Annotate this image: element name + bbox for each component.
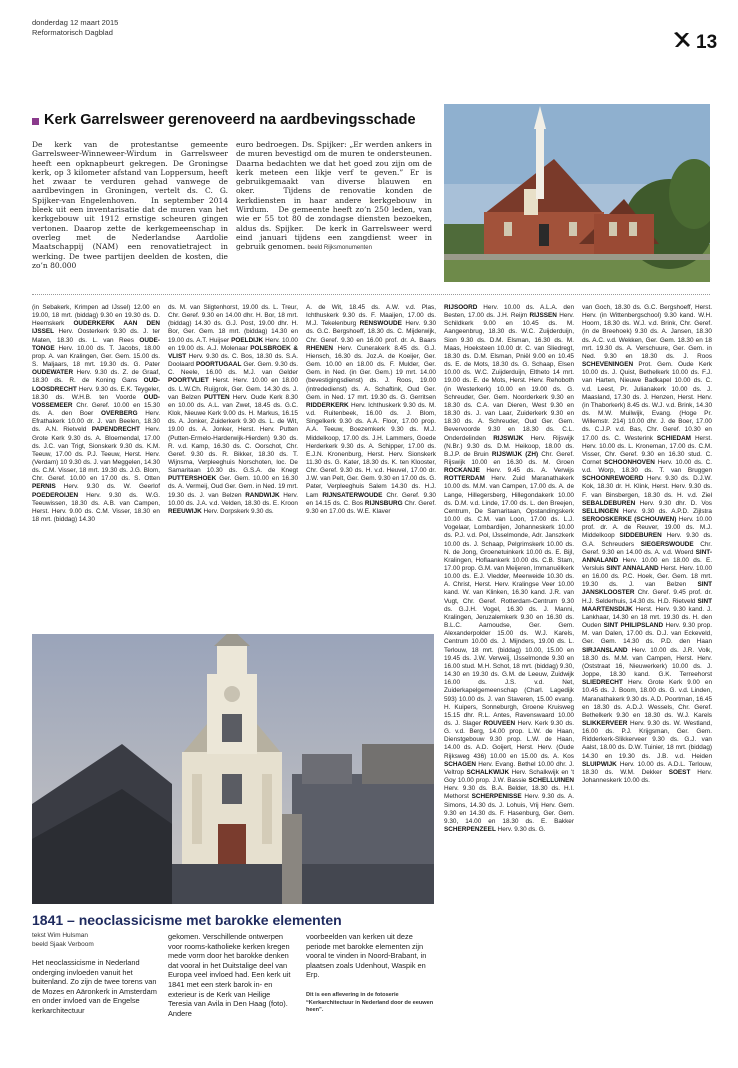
church-garrelsweer-photo	[444, 104, 710, 282]
article-column-1: De kerk van de protestantse gemeente Garrelsweer-Winneweer-Wirdum in Garrelsweer heeft een opknapbeurt gekregen. De Groningse kerk, op 3 kilometer afstand van Loppersum, heeft het zwaar te verduren gehad vanwege de aardbevingen in Groningen, vertelt ds. C. G. Spijker-van Engelenhoven. In september 2014 bleek uit een inventarisatie dat de muren van het kerkgebouw uit 1912 ernstige scheuren gingen vertonen. Daarop zette de kerkgemeenschap in overleg met de Nederlandse Aardolie Maatschappij (NAM) een renovatietraject in werking. De twee partijen deelden de kosten, die zo’n 80.000	[32, 140, 228, 270]
place-name: SLIKKERVEER	[582, 719, 628, 727]
place-name: SCHIEDAM	[656, 434, 692, 442]
listings-column-2	[168, 304, 298, 516]
listings-column-3	[306, 304, 436, 516]
place-name: RIJSOORD	[444, 304, 478, 311]
listings-column-4	[444, 304, 574, 834]
listings-text: (in Sebakerk, Krimpen ad IJssel) 12.00 en 19.00, 18 mrt. (biddag) 9.30 en 19.30 ds. D. Heemskerk OUDERKERK AAN DEN IJSSEL Herv. Oosterkerk 9.30 ds. J. ter Maten, 18.30 ds. L. van Rees OUDE-TONGE Herv. 10.00 ds. T. Jacobs, 18.00 prop. A. van Kralingen, Ger. Gem. 15.00 ds. S. Maljaars, 18 mrt. 19.30 ds. G. Pater OUDEWATER Herv. 9.30 ds. Z. de Graaf, 18.30 ds. R. de Koning Gans OUD-LOOSDRECHT Herv. 9.30 ds. E.K. Teygeler, 18.30 ds. W.H.B. ten Voorde OUD-VOSSEMEER Chr. Geref. 10.00 en 15.30 ds. A. den Boer OVERBERG Herv. Efrathakerk 10.00 dr. J. van Beelen, 18.30 ds. A.N. Rietveld PAPENDRECHT Herv. Grote Kerk 9.30 ds. A. Bloemendal, 17.00 ds. J.C. van Trigt, Sionskerk 9.30 ds. K.M. Teeuw, 17.00 ds. P.J. Teeuw, Herst. Herv. (Verdam) 10 9.30 ds. J. van Meggelen, 14.30 ds. C.M. Visser, 18 mrt. 19.30 ds. J.G. Blom, Chr. Geref. 10.00 en 17.00 ds. S. Otten PERNIS Herv. 9.30 ds. W. Geerlof POEDEROIJEN Herv. 9.30 ds. W.G. Teeuwissen, 18.30 ds. A.B. van Campen, Herst. Herv. 9.00 ds. C.M. Visser, 18.30 en 18 mrt. (biddag) 14.30	[32, 304, 161, 524]
place-name: SEROOSKERKE (SCHOUWEN)	[582, 516, 677, 524]
article-column-2-text: euro bedroegen. Ds. Spijker: „Er werden ankers in de muren bevestigd om de muren te ondersteunen. Daarna bedachten we dat het goed zou zijn om de kerk meteen een likje verf te geven.” Er is gebruikgemaakt van diverse blauwen en oker. Tijdens de renovatie konden de kerkdiensten in haar andere kerkgebouw in Wirdum. De gemeente heeft zo’n 250 leden, van wie er 55 tot 80 de zondagse diensten bezoeken, aldus ds. Spijker. De kerk in Garrelsweer werd eind januari tijdens een zangdienst weer in gebruik genomen.	[236, 140, 432, 252]
header-date	[32, 18, 118, 38]
place-name: ROCKANJE	[444, 467, 480, 475]
place-name: RHENEN	[306, 344, 333, 352]
place-name: ROTTERDAM	[444, 475, 485, 483]
issue-date: donderdag 12 maart 2015	[32, 18, 119, 27]
place-name: OVERBERG	[100, 410, 138, 418]
place-name: RIJNSATERWOUDE	[322, 491, 383, 499]
feature-title: 1841 – neoclassicisme met barokke elementen	[32, 912, 342, 928]
place-name: SEBALDEBUREN	[582, 499, 636, 507]
place-name: RANDWIJK	[245, 491, 280, 499]
place-name: SCHELLUINEN	[528, 777, 574, 785]
place-name: RIJSWIJK	[493, 434, 524, 442]
place-name: POELDIJK	[231, 336, 264, 344]
place-name: PUTTERSHOEK	[168, 475, 217, 483]
article-column-2	[236, 140, 432, 254]
place-name: SIEGERSWOUDE	[640, 540, 694, 548]
place-name: SCHERPENZEEL	[444, 826, 496, 833]
church-teresia-photo	[32, 634, 434, 904]
place-name: SELLINGEN	[582, 507, 619, 515]
place-name: SINT PHILIPSLAND	[603, 622, 664, 630]
place-name: SCHERPENISSE	[471, 793, 522, 801]
section-divider	[32, 294, 710, 295]
place-name: RIJSSEN	[529, 312, 557, 320]
place-name: POEDEROIJEN	[32, 491, 79, 499]
listings-text: RIJSOORD Herv. 10.00 ds. A.L.A. den Besten, 17.00 ds. J.H. Reijm RIJSSEN Herv. Schildkerk 9.00 en 10.45 ds. M. Aangeenbrug, 18.30 ds. W.C. Zuijderduijn, Sion 9.30 ds. D.M. Elsman, 16.30 ds. M. Maas, Hoeksteen 10.00 dr. C. van Sliedregt, 18.30 ds. D.M. Elsman, Pniël 9.00 en 10.45 ds. E. de Mots, 18.30 ds. G. Schaap, Elsen 10.00 ds. W.C. Zuijderduijn, Eltheto 14 mrt. 19.00 ds. E. de Mots, Herst. Herv. Rehoboth (in Westerkerk) 10.00 en 19.00 ds. G. Schreuder, Ger. Gem. Noorderkerk 9.30 en 18.30 ds. C.A. van Dieren, West 9.30 en 18.30 ds. J. van Laar, Zuiderkerk 9.30 en 18.30 ds. A. Schreuder, Oud Ger. Gem. Bevervoorde 9.30 en 18.30 ds. C.L. Onderdelinden RIJSWIJK Herv. Rijswijk (N.Br.) 9.30 ds. D.M. Heikoop, 18.00 ds. B.J.P. de Bruin RIJSWIJK (ZH) Chr. Geref. Rijswijk 10.00 en 16.30 ds. M. Groen ROCKANJE Herv. 9.45 ds. A. Verwijs ROTTERDAM Herv. Zuid Maranathakerk 10.00 ds. M.M. van Campen, 17.00 ds. A. de Lange, Hillegersberg, Hillegondakerk 10.00 ds. D.M. v.d. Linde, 17.00 ds. L. den Breejen, Centrum, De Samaritaan, Opstandingskerk 10.00 ds. C.M. van Loon, 17.00 ds. L.J. Vogelaar, Lombardijen, Johanneskerk 10.00 ds. P.J. v.d. Pol, IJsselmonde, Adr. Janszkerk 10.00 ds. J. Schaap, Pelgrimskerk 10.00 ds. N. de Jong, Groenetuinkerk 10.00 ds. E. Bijl, Kralingen, Hoflaankerk 10.00 ds. C.B. Stam, 17.00 prop. G.M. van Meijeren, Immanuëlkerk 10.00 ds. E.J. Vledder, Meerweide 10.30 ds. A. Christ, Herst. Herv. Kralingse Veer 10.00 kand. W. van Klinken, 16.30 kand. J.R. van Vugt, Chr. Geref. Rotterdam-Centrum 9.30 ds. G.J.H. Vogel, 16.30 ds. J. Manni, Kralingen, Jeruzalemkerk 9.30 en 16.30 ds. B.L.C. Aarnoudse, Ger. Gem. Alexanderpolder 15.00 ds. W.J. Karels, Centrum 10.00 ds. J. Mijnders, 19.00 ds. L. Terlouw, 18 mrt. (biddag) 10.00, 15.00 en 19.45 ds. J.W. Verweij, IJsselmonde 9.30 en 16.00 stud. M.H. Schot, 18 mrt. (biddag) 9.30, 14.30 en 19.30 ds. G.M. de Leeuw, Zuidwijk 16.00 ds. J.S. v.d. Net, Zuiderkapelgemeenschap (Charl. Lagedijk 593) 10.00 ds. J. van Staveren, 15.00 evang. H. Kuipers, Sonneburgh, Groene Kruisweg 15.15 dhr. R.L. Antes, Ravenswaard 10.00 ds. J. Slager ROUVEEN Herv. Kerk 9.30 ds. G. v.d. Berg, 14.00 prop. L.W. de Haan, Dienstgebouw 9.30 prop. L.W. de Haan, 14.00 ds. A.D. Goijert, Herst. Herv. (Oude Rijksweg 436) 10.00 en 15.00 ds. A. Kos SCHAGEN Herv. Evang. Bethel 10.00 dhr. J. Veltrop SCHALKWIJK Herv. Schalkwijk en 't Goy 10.00 prop. J.W. Bassie SCHELLUINEN Herv. 9.30 ds. B.A. Belder, 18.30 ds. H.I. Methorst SCHERPENISSE Herv. 9.30 ds. A. Simons, 14.30 ds. J. Lohuis, Vrij Herv. Gem. 9.30 en 14.30 ds. F. Hasenburg, Ger. Gem. 9.30, 14.00 en 18.30 ds. E. Bakker SCHERPENZEEL Herv. 9.30 ds. G.	[444, 304, 575, 833]
credit-photo: beeld Sjaak Verboom	[32, 940, 94, 948]
place-name: SIDDEBUREN	[619, 532, 662, 540]
place-name: RIDDERKERK	[306, 401, 349, 409]
place-name: OUDERKERK AAN DEN IJSSEL	[32, 320, 160, 336]
place-name: OUDEWATER	[32, 369, 74, 377]
page-number: 13	[696, 32, 718, 53]
feature-column-1: Het neoclassicisme in Nederland onderging invloeden vanuit het buitenland. Zo zijn de twee torens van de Mozes en Aäronkerk in Amsterdam en onder invloed van de Engelse kerkarchitectuur	[32, 958, 157, 1015]
place-name: SCHOONHOVEN	[604, 458, 655, 466]
place-name: PAPENDRECHT	[91, 426, 140, 434]
place-name: SCHEVENINGEN	[582, 361, 634, 369]
listings-column-1	[32, 304, 160, 524]
place-name: RIJNSBURG	[364, 499, 403, 507]
place-name: POLSBROEK & VLIST	[168, 344, 298, 360]
place-name: SOEST	[668, 768, 691, 776]
place-name: POORTUGAAL	[195, 361, 242, 369]
place-name: PERNIS	[32, 483, 56, 491]
place-name: ROUVEEN	[483, 719, 516, 727]
listings-column-5	[582, 304, 712, 785]
place-name: SINT-ANNALAND	[582, 548, 712, 564]
newspaper-name: Reformatorisch Dagblad	[32, 28, 113, 37]
place-name: PUTTEN	[204, 393, 230, 401]
photo-credit: beeld Rijksmonumenten	[307, 245, 372, 252]
place-name: SIRJANSLAND	[582, 646, 628, 654]
series-note: Dit is een aflevering in de fotoserie “Kerkarchitectuur in Nederland door de eeuwen heen”.	[306, 992, 434, 1013]
listings-text: ds. M. van Sligtenhorst, 19.00 ds. L. Treur, Chr. Geref. 9.30 en 14.00 dhr. H. Bor, 18 mrt. (biddag) 14.30 ds. G.J. Post, 19.00 dhr. H. Bor, Ger. Gem. 18 mrt. (biddag) 14.30 en 19.00 ds. A.T. Huijser POELDIJK Herv. 10.00 en 19.00 ds. A.J. Molenaar POLSBROEK & VLIST Herv. 9.30 ds. C. Bos, 18.30 ds. S.A. Doolaard POORTUGAAL Ger. Gem. 9.30 ds. C. Neele, 16.00 ds. M.J. van Gelder POORTVLIET Herst. Herv. 10.00 en 18.00 ds. L.W.Ch. Ruijgrok, Ger. Gem. 14.30 ds. J. van Belzen PUTTEN Herv. Oude Kerk 8.30 en 10.00 ds. A.L. van Zwet, 18.45 ds. G.C. Klok, Nieuwe Kerk 9.00 ds. H. Markus, 16.15 ds. A. Jonker, Zuiderkerk 9.30 ds. L. de Wit, 19.00 ds. A. Jonker, Herst. Herv. Putten (Putten-Ermelo-Harderwijk-Hierden) 9.30 ds. R. v.d. Kamp, 16.30 ds. C. Oorschot, Chr. Geref. 9.30 ds. R. Bikker, 18.30 ds. T. Wijnsma, Verpleeghuis Norschoten, loc. De Samaritaan 10.30 ds. G.S.A. de Knegt PUTTERSHOEK Ger. Gem. 10.00 en 16.30 ds. A. Vermeij, Oud Ger. Gem. in Ned. 19 mrt. 19.30 ds. J. van Belzen RANDWIJK Herv. 10.00 ds. J.A. v.d. Velden, 18.30 ds. E. Kroon REEUWIJK Herv. Dorpskerk 9.30 ds.	[168, 304, 299, 515]
place-name: RENSWOUDE	[359, 320, 402, 328]
place-name: SCHAGEN	[444, 760, 476, 768]
section-marker	[32, 118, 39, 125]
place-name: SCHOONREWOERD	[582, 475, 644, 483]
credit-text: tekst Wim Hulsman	[32, 932, 88, 939]
place-name: SINT JANSKLOOSTER	[582, 581, 712, 597]
feature-column-3: voorbeelden van kerken uit deze periode met barokke elementen zijn vooral te vinden in Noord-Brabant, in plaatsen zoals Udenhout, Waspik en Erp.	[306, 932, 427, 980]
place-name: POORTVLIET	[168, 377, 209, 385]
listings-text: van Goch, 18.30 ds. G.C. Bergshoeff, Herst. Herv. (in Wittenbergschool) 9.30 kand. W.H. Hoorn, 18.30 ds. W.J. v.d. Brink, Chr. Geref. (in de Breehoek) 9.30 ds. A. Jansen, 18.30 ds. A.C. v.d. Wekken, Ger. Gem. 18.30 en 18 mrt. 19.30 ds. A. Verschuure, Ger. Gem. in Ned. 9.30 en 18.30 ds. J. Roos SCHEVENINGEN Prot. Gem. Oude Kerk 10.00 ds. J. Quist, Bethelkerk 10.00 ds. F.J. van Harten, Nieuwe Badkapel 10.00 ds. C. v.d. Leest, Pr. Julianakerk 10.00 ds. J. Maasland, 17.30 ds. J. Henzen, Herst. Herv. (in Thaborkerk) 8.45 ds. W.J. v.d. Brink, 14.30 ds. M.W. Muilwijk, Evang. (Hoge Pr. Willemstr. 214) 10.00 dhr. J. de Boer, 17.00 ds. C.J.P. v.d. Bas, Chr. Geref. 10.30 en 17.00 ds. C. Westerink SCHIEDAM Herst. Herv. 10.00 ds. L. Kroneman, 17.00 ds. C.M. Visser, Chr. Geref. 9.30 en 16.30 stud. C. Cornet SCHOONHOVEN Herv. 10.00 ds. C. v.d. Worp, 18.30 ds. T. van Bruggen SCHOONREWOERD Herv. 9.30 ds. D.J.W. Kok, 18.30 dr. H. Klink, Herst. Herv. 9.30 ds. F. van Binsbergen, 18.30 ds. H. v.d. Ziel SEBALDEBUREN Herv. 9.30 dhr. D. Vos SELLINGEN Herv. 9.30 ds. A.P.D. Zijlstra SEROOSKERKE (SCHOUWEN) Herv. 10.00 prof. dr. A. de Reuver, 19.00 ds. M.J. Middelkoop SIDDEBUREN Herv. 9.30 ds. G.A. Schreuders SIEGERSWOUDE Chr. Geref. 9.30 en 14.00 ds. A. v.d. Woerd SINT-ANNALAND Herv. 10.00 en 18.00 ds. E. Versluis SINT ANNALAND Herst. Herv. 10.00 en 16.00 ds. P.C. Hoek, Ger. Gem. 18 mrt. 19.30 ds. J. van Belzen SINT JANSKLOOSTER Chr. Geref. 9.45 prof. dr. H.J. Selderhuis, 14.30 ds. H.D. Rietveld SINT MAARTENSDIJK Herst. Herv. 9.30 kand. J. Lankhaar, 14.30 en 18 mrt. 19.30 ds. H. den Ouden SINT PHILIPSLAND Herv. 9.30 prop. M. van Dalen, 17.00 ds. D.J. van Eckeveld, Ger. Gem. 14.30 ds. P.D. den Haan SIRJANSLAND Herv. 10.00 ds. J.R. Volk, 18.30 ds. M.M. van Campen, Herst. Herv. (Oststraat 16, Nieuwerkerk) 10.00 ds. J. Joppe, 18.30 kand. G.K. Terreehorst SLIEDRECHT Herv. Grote Kerk 9.00 en 10.45 ds. J. Boom, 18.00 ds. G. v.d. Linden, Maranathakerk 9.30 ds. A.D. Poortman, 16.45 en 18.30 ds. A.D.J. Wessels, Chr. Geref. Bethelkerk 9.30 en 18.30 ds. W.J. Karels SLIKKERVEER Herv. 9.30 ds. W. Westland, 16.00 ds. P.J. Krijgsman, Ger. Gem. Ridderkerk-Slikkerveer 9.30 ds. G.J. van Aalst, 18.00 ds. D.W. Tuinier, 18 mrt. (biddag) 14.30 en 19.30 ds. J.B. v.d. Heiden SLUIPWIJK Herv. 10.00 ds. A.D.L. Terlouw, 18.30 ds. W.M. Dekker SOEST Herv. Johanneskerk 10.00 ds.	[582, 304, 713, 785]
listings-text: A. de Wit, 18.45 ds. A.W. v.d. Plas, Ichthuskerk 9.30 ds. F. Maaijen, 17.00 ds. M.J. Tekelenburg RENSWOUDE Herv. 9.30 ds. G.C. Bergshoeff, 18.30 ds. C. Mijderwijk, Chr. Geref. 9.30 en 16.00 prof. dr. A. Baars RHENEN Herv. Cunerakerk 8.45 ds. G.J. Hiensch, 16.30 ds. Joz.A. de Koeijer, Ger. Gem. 10.00 en 18.00 ds. F. Mulder, Ger. Gem. in Ned. (in Ger. Gem.) 19 mrt. 14.00 (bevestigingsdienst) ds. J. Roos, 19.00 (intrededienst) ds. A. Schaftink, Oud Ger. Gem. in Ned. 17 mrt. 19.30 ds. G. Gerritsen RIDDERKERK Herv. Ichthuskerk 9.30 ds. M. v.d. Ruitenbeek, 16.00 ds. J. Blom, Singelkerk 9.30 ds. A.A. Floor, 17.00 prop. A.A. Teeuw, Boezemkerk 9.30 ds. M.J. Middelkoop, 17.00 ds. J.H. Lammers, Goede Herderkerk 9.30 ds. A. Schipper, 17.00 ds. E.J.N. Kronenburg, Herst. Herv. Sionskerk 11.30 ds. G. Kater, 18.30 ds. K. ten Klooster, Chr. Geref. 9.30 ds. H. v.d. Heuvel, 17.00 dr. J.W. van Pelt, Ger. Gem. 9.30 en 17.00 ds. G. Pater, Verpleeghuis Salem 14.30 ds. H.J. Lam RIJNSATERWOUDE Chr. Geref. 9.30 en 14.15 ds. C. Bos RIJNSBURG Chr. Geref. 9.30 en 17.00 ds. W.E. Klaver	[306, 304, 437, 515]
place-name: SCHALKWIJK	[466, 768, 510, 776]
place-name: SINT ANNALAND	[606, 565, 659, 572]
place-name: SLUIPWIJK	[582, 760, 617, 768]
place-name: OUD-VOSSEMEER	[32, 393, 160, 409]
place-name: SLIEDRECHT	[582, 679, 623, 687]
feature-column-2: gekomen. Verschillende ontwerpen voor rooms-katholieke kerken kregen mede vorm door het barokke denken dat vooral in het Duitstalige deel van Europa veel invloed had. Een kerk uit 1841 met een sterk barok in- en exterieur is de Kerk van Heilige Teresia van Avila in Den Haag (foto). Andere	[168, 932, 291, 1018]
place-name: OUD-LOOSDRECHT	[32, 377, 160, 393]
place-name: RIJSWIJK (ZH)	[491, 450, 539, 458]
place-name: OUDE-TONGE	[32, 336, 160, 352]
feature-credits	[32, 932, 94, 949]
article-title: Kerk Garrelsweer gerenoveerd na aardbevingsschade	[44, 112, 416, 128]
newspaper-logo-icon	[672, 30, 692, 50]
place-name: REEUWIJK	[168, 507, 202, 515]
place-name: SINT MAARTENSDIJK	[582, 597, 712, 613]
